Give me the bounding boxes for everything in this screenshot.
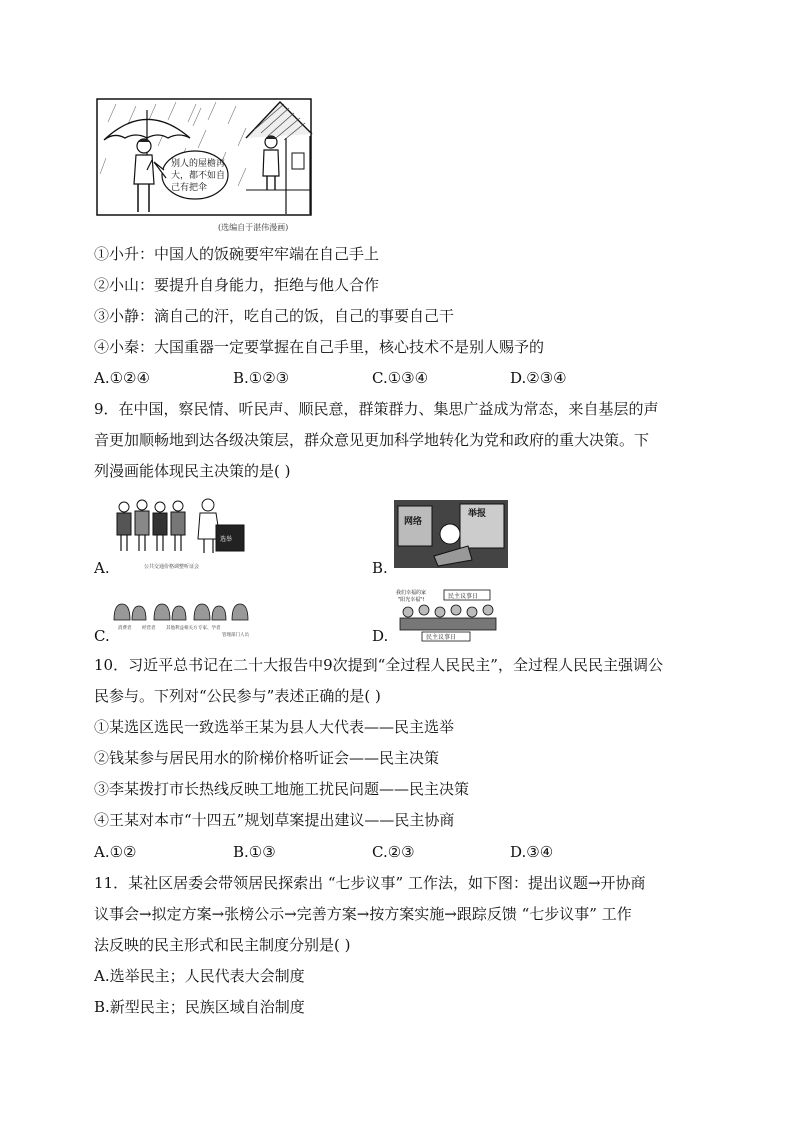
q8-option-b[interactable]: B.①②③ — [233, 369, 290, 387]
q8-statement-1: ①小升：中国人的饭碗要牢牢端在自己手上 — [94, 245, 380, 263]
q9-image-d-drawing — [394, 586, 500, 642]
q10-options — [94, 842, 714, 862]
q10-stem-line-1: 10．习近平总书记在二十大报告中9次提到“全过程人民民主”，全过程人民民主强调公 — [94, 656, 663, 674]
q9-image-a-drawing — [112, 495, 252, 571]
q8-option-a[interactable]: A.①②④ — [94, 369, 150, 387]
q9-stem-line-3: 列漫画能体现民主决策的是( ) — [94, 462, 291, 480]
q8-statement-3: ③小静：滴自己的汗，吃自己的饭，自己的事要自己干 — [94, 307, 455, 325]
speech-line-3: 己有把伞 — [171, 183, 208, 193]
cartoon-drawing — [96, 98, 316, 236]
q9-stem-line-2: 音更加顺畅地到达各级决策层，群众意见更加科学地转化为党和政府的重大决策。下 — [94, 431, 650, 449]
q9-stem-line-1: 9．在中国，察民情、听民声、顺民意，群策群力、集思广益成为常态，来自基层的声 — [94, 400, 659, 418]
q10-option-d[interactable]: D.③④ — [510, 843, 554, 861]
q9-d-text-2: "阳光幸福"! — [398, 597, 425, 603]
q11-stem-line-2: 议事会→拟定方案→张榜公示→完善方案→按方案实施→跟踪反馈 “七步议事” 工作 — [94, 905, 632, 923]
q9-choice-a[interactable]: A. — [94, 559, 110, 577]
q9-d-banner: 民主议事日 — [448, 593, 479, 600]
cartoon-figure — [96, 98, 316, 236]
sign-report: 举报 — [468, 509, 487, 519]
ballot-box-label: 选举 — [220, 536, 233, 543]
q9-c-label-5: 管理部门人员 — [222, 633, 249, 638]
q8-option-c[interactable]: C.①③④ — [372, 369, 429, 387]
q9-d-text-1: 我们幸福的家 — [396, 590, 427, 596]
q10-statement-2: ②钱某参与居民用水的阶梯价格听证会——民主决策 — [94, 749, 440, 767]
q8-statement-4: ④小秦：大国重器一定要掌握在自己手里，核心技术不是别人赐予的 — [94, 338, 545, 356]
q8-option-d[interactable]: D.②③④ — [510, 369, 567, 387]
q10-option-b[interactable]: B.①③ — [233, 843, 276, 861]
q10-option-a[interactable]: A.①② — [94, 843, 137, 861]
q9-image-c[interactable] — [112, 598, 252, 638]
q9-c-label-4: 专家、学者 — [198, 626, 221, 631]
person-left-body — [134, 155, 154, 184]
sign-network: 网络 — [404, 517, 423, 527]
q10-statement-3: ③李某拨打市长热线反映工地施工扰民问题——民主决策 — [94, 780, 470, 798]
q11-option-a[interactable]: A.选举民主；人民代表大会制度 — [94, 967, 305, 985]
q8-options — [94, 368, 714, 388]
q9-choice-b[interactable]: B. — [372, 559, 388, 577]
q9-image-c-drawing — [112, 598, 252, 638]
house-window — [292, 153, 304, 169]
speech-line-1: 别人的屋檐再 — [171, 159, 226, 169]
q9-image-d[interactable] — [394, 586, 500, 642]
q9-c-label-1: 消费者 — [118, 626, 132, 631]
q9-image-b[interactable] — [394, 500, 508, 568]
q9-choice-c[interactable]: C. — [94, 627, 110, 645]
q10-stem-line-2: 民参与。下列对“公民参与”表述正确的是( ) — [94, 687, 381, 705]
q8-statement-2: ②小山：要提升自身能力，拒绝与他人合作 — [94, 276, 380, 294]
speech-line-2: 大，都不如自 — [171, 171, 226, 181]
person-right-body — [263, 150, 279, 176]
cartoon-credit: (选编自于湛伟漫画) — [218, 223, 289, 232]
q9-c-label-3: 其他利益相关方 — [166, 626, 198, 631]
q9-image-b-drawing — [394, 500, 508, 568]
q10-statement-4: ④王某对本市“十四五”规划草案提出建议——民主协商 — [94, 811, 455, 829]
q10-option-c[interactable]: C.②③ — [372, 843, 415, 861]
q9-d-bottom-sign: 民主议事日 — [426, 634, 457, 641]
q11-stem-line-3: 法反映的民主形式和民主制度分别是( ) — [94, 936, 351, 954]
q10-statement-1: ①某选区选民一致选举王某为县人大代表——民主选举 — [94, 718, 455, 736]
q11-stem-line-1: 11．某社区居委会带领居民探索出 “七步议事” 工作法，如下图：提出议题→开协商 — [94, 874, 646, 892]
q9-c-label-2: 经营者 — [142, 626, 156, 631]
q9-choice-d[interactable]: D. — [372, 627, 389, 645]
q9-image-a[interactable] — [112, 495, 252, 571]
q9-image-a-caption: 公共交通价格调整听证会 — [144, 564, 200, 570]
q11-option-b[interactable]: B.新型民主；民族区域自治制度 — [94, 998, 305, 1016]
